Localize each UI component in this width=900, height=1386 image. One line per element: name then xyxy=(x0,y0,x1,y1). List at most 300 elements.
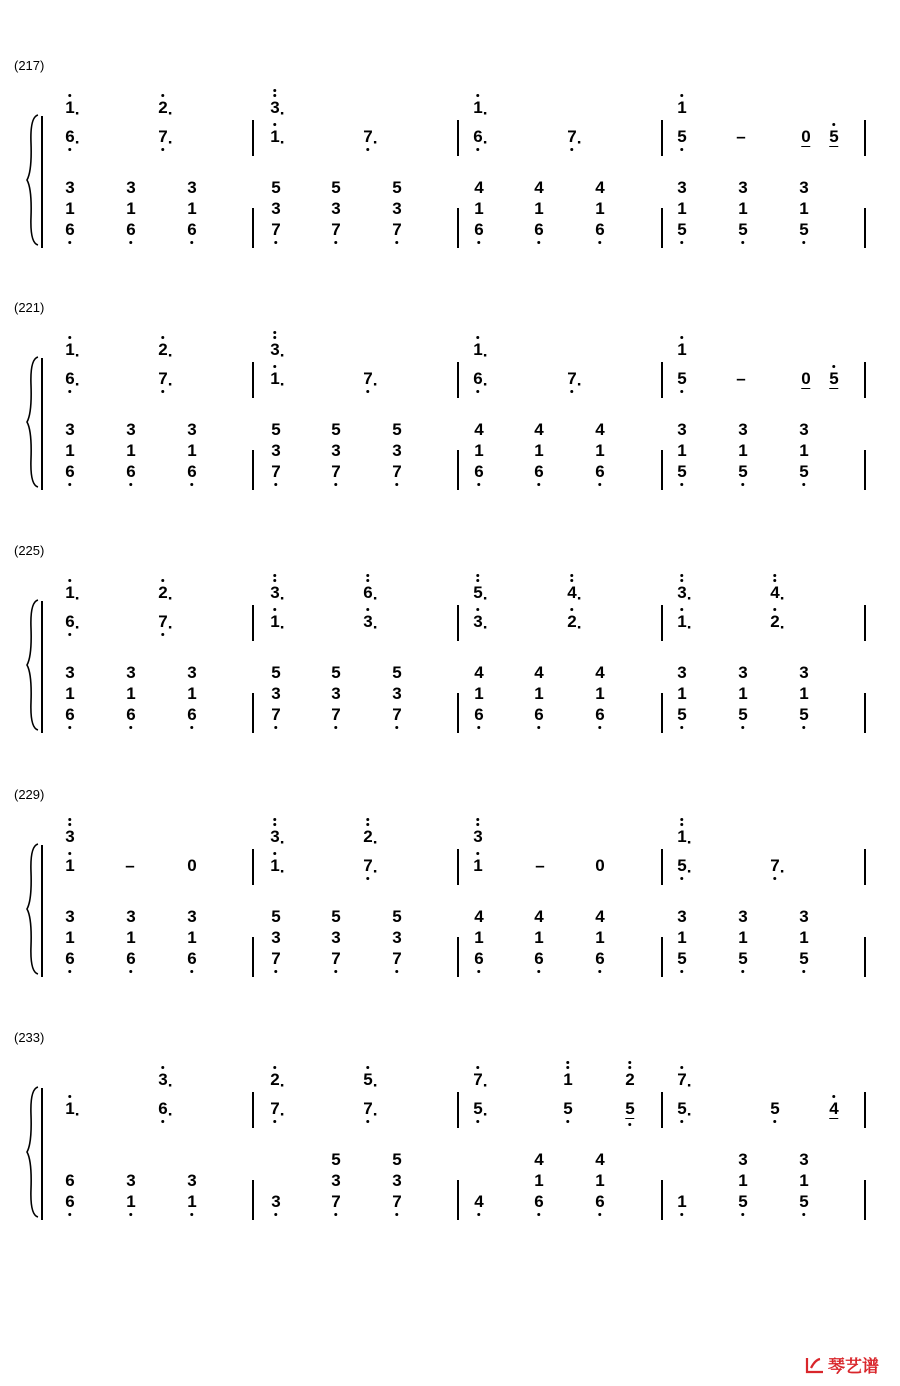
octave-up-dot xyxy=(162,1066,165,1069)
note-digit: 5 xyxy=(625,1100,634,1119)
note-digit: 5 · xyxy=(363,1071,372,1088)
accompaniment-note xyxy=(331,1151,340,1168)
harmony-note xyxy=(65,828,74,845)
octave-up-dot xyxy=(774,574,777,577)
note-digit: 4 xyxy=(595,907,605,926)
octave-down-dot xyxy=(274,1120,277,1123)
note-digit: 2 · xyxy=(363,828,372,845)
note-digit: – xyxy=(736,127,746,146)
accompaniment-note xyxy=(331,950,340,967)
note-digit: 1 xyxy=(474,928,484,947)
note-digit: 3 xyxy=(392,199,402,218)
octave-down-dot xyxy=(803,241,806,244)
octave-down-dot xyxy=(396,241,399,244)
octave-down-dot xyxy=(477,1120,480,1123)
accompaniment-note xyxy=(331,221,340,238)
barline xyxy=(661,937,663,977)
accompaniment-note xyxy=(65,200,74,217)
note-digit: 1 xyxy=(187,441,197,460)
augmentation-dot: · xyxy=(482,346,489,365)
barline xyxy=(661,605,663,641)
octave-down-dot xyxy=(742,726,745,729)
note-digit: 4 · xyxy=(770,584,779,601)
accompaniment-note xyxy=(738,463,747,480)
system-bracket-line xyxy=(41,116,43,248)
accompaniment-note xyxy=(331,1193,340,1210)
accompaniment-note xyxy=(65,685,74,702)
note-digit: 1 xyxy=(65,857,74,874)
accompaniment-note xyxy=(595,1193,604,1210)
octave-up-dot xyxy=(477,852,480,855)
augmentation-dot: · xyxy=(482,618,489,637)
octave-up-dot xyxy=(477,1066,480,1069)
note-digit: 4 xyxy=(474,907,484,926)
augmentation-dot: · xyxy=(279,618,286,637)
melody-note xyxy=(270,612,286,637)
note-digit: 7 xyxy=(392,1193,401,1210)
harmony-note xyxy=(473,98,489,123)
note-digit: 5 · xyxy=(677,1099,693,1124)
note-digit: 0 xyxy=(801,127,811,146)
accompaniment-note xyxy=(595,664,604,681)
note-digit: 6 · xyxy=(473,369,489,394)
octave-down-dot xyxy=(396,1213,399,1216)
note-digit: 6 xyxy=(126,706,135,723)
accompaniment-note xyxy=(799,706,808,723)
octave-down-dot xyxy=(275,1213,278,1216)
note-digit: 3 xyxy=(473,828,482,845)
note-digit: 3 xyxy=(392,928,402,947)
note-digit: 1 · xyxy=(65,341,74,358)
melody-note xyxy=(677,370,686,387)
barline xyxy=(252,362,254,398)
octave-down-dot xyxy=(571,148,574,151)
brace-icon xyxy=(26,355,40,489)
barline xyxy=(252,605,254,641)
note-digit: 1 xyxy=(563,1071,572,1088)
accompaniment-note xyxy=(271,685,280,702)
note-digit: 6 xyxy=(126,463,135,480)
note-digit: 1 xyxy=(187,928,197,947)
accompaniment-note xyxy=(595,463,604,480)
note-digit: 1 xyxy=(126,684,136,703)
melody-note xyxy=(125,857,134,874)
note-digit: 3 xyxy=(799,1150,809,1169)
accompaniment-note xyxy=(799,463,808,480)
barline xyxy=(864,120,866,156)
augmentation-dot: · xyxy=(482,133,489,152)
accompaniment-note xyxy=(738,1193,747,1210)
brace-icon xyxy=(26,842,40,976)
octave-down-dot xyxy=(478,1213,481,1216)
note-digit: 5 xyxy=(799,950,808,967)
accompaniment-note xyxy=(738,421,747,438)
accompaniment-note xyxy=(126,221,135,238)
augmentation-dot: · xyxy=(576,589,583,608)
note-digit: 5 xyxy=(799,1193,808,1210)
melody-note xyxy=(770,1100,779,1117)
octave-down-dot xyxy=(162,148,165,151)
octave-up-dot xyxy=(681,1066,684,1069)
note-digit: 5 xyxy=(392,663,402,682)
octave-up-dot xyxy=(274,365,277,368)
accompaniment-note xyxy=(392,221,401,238)
brace-icon xyxy=(26,113,40,247)
octave-up-dot xyxy=(162,336,165,339)
note-digit: 1 xyxy=(738,199,748,218)
accompaniment-note xyxy=(65,442,74,459)
accompaniment-note xyxy=(534,706,543,723)
note-digit: 3 xyxy=(187,1171,197,1190)
accompaniment-note xyxy=(677,685,686,702)
barline xyxy=(661,450,663,490)
note-digit: 7 · xyxy=(567,369,583,394)
accompaniment-note xyxy=(799,200,808,217)
note-digit: 3 xyxy=(392,441,402,460)
brace-icon xyxy=(26,598,40,732)
accompaniment-note xyxy=(534,221,543,238)
augmentation-dot: · xyxy=(279,833,286,852)
note-digit: 3 xyxy=(65,907,75,926)
harmony-note xyxy=(270,583,286,608)
octave-up-dot xyxy=(367,608,370,611)
octave-up-dot xyxy=(274,818,277,821)
melody-note xyxy=(473,369,489,394)
note-digit: 1 xyxy=(534,928,544,947)
octave-down-dot xyxy=(69,241,72,244)
measure-number: (217) xyxy=(14,58,45,73)
note-digit: 5 xyxy=(392,1150,402,1169)
accompaniment-note xyxy=(65,1172,74,1189)
octave-down-dot xyxy=(681,390,684,393)
accompaniment-note xyxy=(331,463,340,480)
harmony-note xyxy=(473,340,489,365)
octave-up-dot xyxy=(774,579,777,582)
note-digit: 6 xyxy=(474,950,483,967)
note-digit: 5 xyxy=(677,950,686,967)
augmentation-dot: · xyxy=(372,833,379,852)
accompaniment-note xyxy=(65,421,74,438)
note-digit: 6 xyxy=(595,221,604,238)
accompaniment-note xyxy=(331,1172,340,1189)
note-digit: 5 · xyxy=(473,584,482,601)
note-digit: 1 xyxy=(126,199,136,218)
octave-up-dot xyxy=(367,579,370,582)
octave-down-dot xyxy=(599,726,602,729)
note-digit: 1 xyxy=(738,684,748,703)
note-digit: 5 xyxy=(738,463,747,480)
accompaniment-note xyxy=(677,179,686,196)
octave-down-dot xyxy=(681,241,684,244)
octave-up-dot xyxy=(274,574,277,577)
accompaniment-note xyxy=(799,221,808,238)
octave-up-dot xyxy=(833,123,836,126)
note-digit: 5 xyxy=(799,463,808,480)
octave-down-dot xyxy=(681,483,684,486)
note-digit: 3 xyxy=(271,1193,280,1210)
note-digit: 3 · xyxy=(270,828,279,845)
octave-up-dot xyxy=(274,123,277,126)
note-digit: 4 xyxy=(474,1193,483,1210)
melody-note xyxy=(473,857,482,874)
octave-up-dot xyxy=(477,574,480,577)
note-digit: 4 xyxy=(534,1150,544,1169)
melody-note xyxy=(770,612,786,637)
barline xyxy=(457,693,459,733)
accompaniment-note xyxy=(65,221,74,238)
note-digit: 3 xyxy=(126,663,136,682)
note-digit: – xyxy=(736,369,746,388)
barline xyxy=(252,1092,254,1128)
augmentation-dot: · xyxy=(686,618,693,637)
octave-down-dot xyxy=(742,970,745,973)
measure-number: (225) xyxy=(14,543,45,558)
octave-down-dot xyxy=(599,1213,602,1216)
harmony-note xyxy=(65,583,81,608)
accompaniment-note xyxy=(534,179,543,196)
note-digit: 6 xyxy=(65,1171,75,1190)
harmony-note xyxy=(473,1070,489,1095)
octave-up-dot xyxy=(477,579,480,582)
augmentation-dot: · xyxy=(74,1105,81,1124)
accompaniment-note xyxy=(187,221,196,238)
octave-down-dot xyxy=(69,970,72,973)
note-digit: 1 xyxy=(65,684,75,703)
accompaniment-note xyxy=(595,685,604,702)
accompaniment-note xyxy=(474,179,483,196)
note-digit: 1 · xyxy=(473,341,482,358)
barline xyxy=(457,362,459,398)
octave-down-dot xyxy=(275,241,278,244)
barline xyxy=(252,849,254,885)
note-digit: 6 xyxy=(534,221,543,238)
note-digit: 1 · xyxy=(270,857,279,874)
note-digit: 7 · xyxy=(158,127,174,152)
accompaniment-note xyxy=(677,706,686,723)
note-digit: 1 xyxy=(799,928,809,947)
octave-up-dot xyxy=(681,94,684,97)
logo-text: 琴艺谱 xyxy=(828,1357,879,1377)
note-digit: 3 xyxy=(738,420,748,439)
melody-note xyxy=(829,128,838,147)
octave-up-dot xyxy=(274,94,277,97)
accompaniment-note xyxy=(271,200,280,217)
accompaniment-note xyxy=(271,706,280,723)
augmentation-dot: · xyxy=(167,589,174,608)
accompaniment-note xyxy=(392,706,401,723)
accompaniment-note xyxy=(799,1172,808,1189)
accompaniment-note xyxy=(474,200,483,217)
octave-down-dot xyxy=(599,483,602,486)
accompaniment-note xyxy=(392,200,401,217)
note-digit: 4 xyxy=(534,663,544,682)
barline xyxy=(661,849,663,885)
octave-up-dot xyxy=(162,579,165,582)
melody-note xyxy=(363,856,379,881)
octave-up-dot xyxy=(629,1066,632,1069)
note-digit: 3 xyxy=(187,178,197,197)
augmentation-dot: · xyxy=(779,862,786,881)
accompaniment-note xyxy=(534,664,543,681)
barline xyxy=(457,849,459,885)
accompaniment-note xyxy=(331,685,340,702)
accompaniment-note xyxy=(392,421,401,438)
octave-down-dot xyxy=(162,390,165,393)
melody-note xyxy=(65,1099,81,1124)
melody-note xyxy=(677,856,693,881)
octave-up-dot xyxy=(69,852,72,855)
octave-up-dot xyxy=(571,608,574,611)
accompaniment-note xyxy=(392,1193,401,1210)
accompaniment-note xyxy=(595,179,604,196)
accompaniment-note xyxy=(65,1193,74,1210)
note-digit: 1 xyxy=(187,199,197,218)
accompaniment-note xyxy=(799,664,808,681)
note-digit: 5 xyxy=(799,706,808,723)
accompaniment-note xyxy=(187,463,196,480)
accompaniment-note xyxy=(474,664,483,681)
note-digit: 3 xyxy=(738,663,748,682)
accompaniment-note xyxy=(595,706,604,723)
harmony-note xyxy=(677,827,693,852)
accompaniment-note xyxy=(677,950,686,967)
accompaniment-note xyxy=(331,706,340,723)
note-digit: 3 xyxy=(799,907,809,926)
accompaniment-note xyxy=(738,200,747,217)
harmony-note xyxy=(158,1070,174,1095)
note-digit: 5 xyxy=(677,463,686,480)
octave-up-dot xyxy=(367,818,370,821)
octave-up-dot xyxy=(681,574,684,577)
note-digit: 1 · xyxy=(677,828,686,845)
accompaniment-note xyxy=(738,706,747,723)
octave-down-dot xyxy=(69,390,72,393)
barline xyxy=(864,1180,866,1220)
note-digit: 7 · xyxy=(473,1071,482,1088)
accompaniment-note xyxy=(126,664,135,681)
accompaniment-note xyxy=(271,221,280,238)
augmentation-dot: · xyxy=(74,618,81,637)
barline xyxy=(252,1180,254,1220)
harmony-note xyxy=(158,98,174,123)
accompaniment-note xyxy=(126,685,135,702)
melody-note xyxy=(65,369,81,394)
note-digit: 5 xyxy=(271,663,281,682)
melody-note xyxy=(363,127,379,152)
note-digit: 6 xyxy=(595,1193,604,1210)
note-digit: 5 xyxy=(271,907,281,926)
note-digit: 5 xyxy=(331,1150,341,1169)
octave-up-dot xyxy=(274,336,277,339)
accompaniment-note xyxy=(738,685,747,702)
note-digit: 6 xyxy=(65,1193,74,1210)
note-digit: 5 xyxy=(677,370,686,387)
barline xyxy=(661,1092,663,1128)
barline xyxy=(252,120,254,156)
note-digit: 3 xyxy=(126,420,136,439)
melody-note xyxy=(829,370,838,389)
accompaniment-note xyxy=(126,706,135,723)
note-digit: 4 xyxy=(474,178,484,197)
barline xyxy=(457,208,459,248)
note-digit: 5 · xyxy=(473,1099,489,1124)
octave-up-dot xyxy=(367,823,370,826)
accompaniment-note xyxy=(799,442,808,459)
note-digit: 1 · xyxy=(677,613,686,630)
augmentation-dot: · xyxy=(482,1105,489,1124)
note-digit: 3 · xyxy=(270,99,279,116)
accompaniment-note xyxy=(187,664,196,681)
note-digit: 7 xyxy=(271,706,280,723)
note-digit: 5 xyxy=(677,706,686,723)
octave-up-dot xyxy=(629,1061,632,1064)
note-digit: 2 · xyxy=(770,613,779,630)
accompaniment-note xyxy=(187,442,196,459)
accompaniment-note xyxy=(677,1193,686,1210)
note-digit: 3 · xyxy=(473,613,482,630)
accompaniment-note xyxy=(271,421,280,438)
accompaniment-note xyxy=(677,421,686,438)
note-digit: 0 xyxy=(801,369,811,388)
barline xyxy=(457,450,459,490)
octave-down-dot xyxy=(477,390,480,393)
accompaniment-note xyxy=(595,200,604,217)
accompaniment-note xyxy=(595,421,604,438)
octave-down-dot xyxy=(69,483,72,486)
melody-note xyxy=(567,127,583,152)
note-digit: 5 xyxy=(677,128,686,145)
note-digit: 1 xyxy=(595,928,605,947)
note-digit: 3 xyxy=(187,420,197,439)
augmentation-dot: · xyxy=(482,589,489,608)
octave-down-dot xyxy=(478,483,481,486)
melody-note xyxy=(473,612,489,637)
barline xyxy=(457,120,459,156)
augmentation-dot: · xyxy=(167,346,174,365)
accompaniment-note xyxy=(187,200,196,217)
melody-note xyxy=(187,857,196,874)
note-digit: 3 xyxy=(331,441,341,460)
note-digit: 6 xyxy=(65,950,74,967)
note-digit: 6 · xyxy=(158,1099,174,1124)
note-digit: 3 xyxy=(187,663,197,682)
octave-down-dot xyxy=(599,241,602,244)
accompaniment-note xyxy=(187,908,196,925)
note-digit: 5 xyxy=(738,706,747,723)
octave-up-dot xyxy=(274,608,277,611)
augmentation-dot: · xyxy=(372,1076,379,1095)
note-digit: 5 xyxy=(331,907,341,926)
octave-down-dot xyxy=(599,970,602,973)
note-digit: 2 · xyxy=(567,613,576,630)
barline xyxy=(457,1180,459,1220)
note-digit: 1 xyxy=(534,441,544,460)
octave-down-dot xyxy=(538,726,541,729)
note-digit: 5 xyxy=(331,663,341,682)
logo-mark-icon xyxy=(805,1356,825,1374)
melody-note xyxy=(158,612,174,637)
note-digit: 3 · xyxy=(363,613,372,630)
note-digit: 6 xyxy=(126,221,135,238)
note-digit: 3 xyxy=(271,684,281,703)
octave-up-dot xyxy=(477,608,480,611)
accompaniment-note xyxy=(474,950,483,967)
octave-down-dot xyxy=(629,1123,632,1126)
note-digit: 4 xyxy=(595,420,605,439)
octave-down-dot xyxy=(803,970,806,973)
octave-up-dot xyxy=(274,852,277,855)
octave-down-dot xyxy=(335,1213,338,1216)
